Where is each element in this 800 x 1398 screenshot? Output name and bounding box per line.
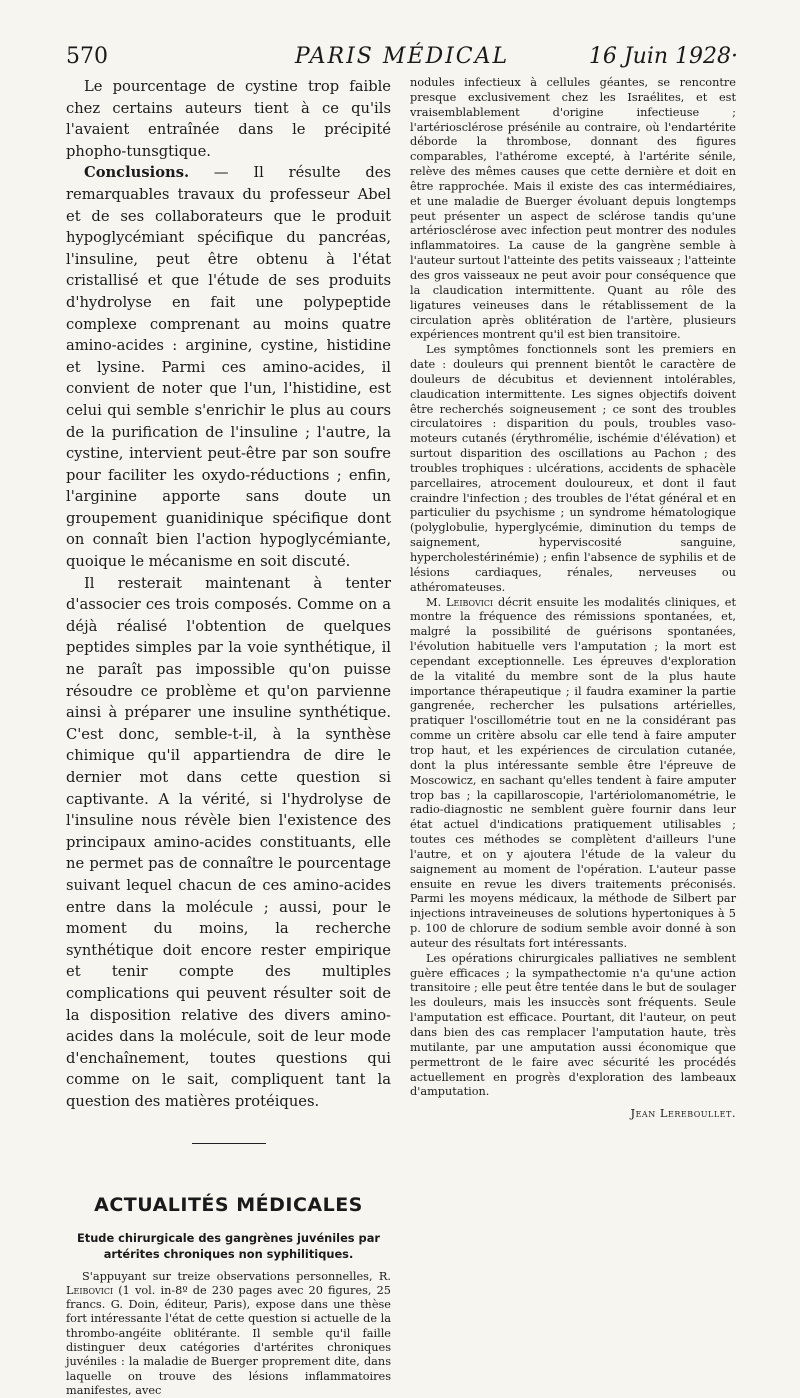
paragraph-buerger: nodules infectieux à cellules géantes, se rencontre presque exclusivement chez les Israélites, et est vraisemblablement d'origine infectieuse ; l'artériosclérose présénile au contraire, où l'endartérite déborde la thrombose, donnant des figures comparables, l'athérome excepté, à l'artérite sénile, relève des mêmes causes que cette dernière et doit en être rapprochée. Mais il existe des cas intermédiaires, et une maladie de Buerger évoluant depuis longtemps peut présenter un aspect de sclérose tandis qu'une artériosclérose avec infection peut montrer des nodules inflammatoires. La cause de la gangrène semble à l'auteur surtout l'atteinte des petits vaisseaux ; l'atteinte des gros vaisseaux ne peut avoir pour conséquence que la claudication intermittente. Quant au rôle des ligatures veineuses dans le rétablissement de la circulation après oblitération de l'artère, plusieurs expériences montrent qu'il est bien transitoire. — [410, 76, 736, 343]
conclusions-text: — Il résulte des remarquables travaux du professeur Abel et de ses collaborateurs que le produit hypoglycémiant spécifique du pancréas, l'insuline, peut être obtenu à l'état cristallisé et que l'étude de ses produits d'hydrolyse en fait une polypeptide complexe comprenant au moins quatre amino-acides : arginine, cystine, histidine et lysine. Parmi ces amino-acides, il convient de noter que l'un, l'histidine, est celui qui semble s'enrichir le plus au cours de la purification de l'insuline ; l'autre, la cystine, intervient peut-être par son soufre pour faciliter les oxydo-réductions ; enfin, l'arginine apporte sans doute un groupement guanidinique spécifique dont on connaît bien l'action hypoglycémiante, quoique le mécanisme en soit discuté. — [66, 164, 391, 570]
paragraph-modalities — [410, 596, 736, 952]
author-name-2: Leibovici — [446, 596, 493, 609]
paragraph-operations: Les opérations chirurgicales palliatives ne semblent guère efficaces ; la sympathectomie n'a qu'une action transitoire ; elle peut être tentée dans le but de soulager les douleurs, mais les insuccès sont fréquents. Seule l'amputation est efficace. Pourtant, dit l'auteur, on peut dans bien des cas remplacer l'amputation haute, très mutilante, par une amputation aussi économique que permettront de le faire avec sécurité les procédés actuellement en progrès d'exploration des lambeaux d'amputation. — [410, 952, 736, 1100]
right-column — [410, 76, 736, 1120]
running-header — [66, 44, 738, 74]
page-number: 570 — [66, 44, 108, 69]
paragraph-symptoms: Les symptômes fonctionnels sont les premiers en date : douleurs qui prennent bientôt le caractère de douleurs de décubitus et deviennent intolérables, claudication intermittente. Les signes objectifs doivent être recherchés soigneusement ; ce sont des troubles circulatoires : disparition du pouls, troubles vaso-moteurs cutanés (érythromélie, ischémie d'élévation) et surtout disparition des oscillations au Pachon ; des troubles trophiques : ulcérations, accidents de sphacèle parcellaires, atrocement douloureux, et dont il faut craindre l'infection ; des troubles de l'état général et en particulier du psychisme ; un syndrome hématologique (polyglobulie, hyperglycémie, diminution du temps de saignement, hyperviscosité sanguine, hypercholestérinémie) ; enfin l'absence de syphilis et de lésions cardiaques, rénales, nerveuses ou athéromateuses. — [410, 343, 736, 595]
journal-title: PARIS MÉDICAL — [66, 44, 738, 69]
intro-text-b: (1 vol. in-8º de 230 pages avec 20 figures, 25 francs. G. Doin, éditeur, Paris), expose dans une thèse fort intéressante l'état de cette question si actuelle de la thrombo-angéite oblitérante. Il semble qu'il faille distinguer deux catégories d'artérites chroniques juvéniles : la maladie de Buerger proprement dite, dans laquelle on trouve des lésions inflammatoires manifestes, avec — [66, 1284, 391, 1397]
modalities-text-a: M. — [426, 596, 446, 609]
article-subtitle: Etude chirurgicale des gangrènes juvéniles par artérites chroniques non syphilitiques. — [66, 1230, 391, 1262]
author-signature: Jean Lereboullet. — [410, 1106, 736, 1120]
intro-text-a: S'appuyant sur treize observations personnelles, R. — [82, 1270, 391, 1283]
left-column — [66, 76, 391, 1398]
paragraph-synthesis: Il resterait maintenant à tenter d'associer ces trois composés. Comme on a déjà réalisé l'obtention de quelques peptides simples par la voie synthétique, il ne paraît pas impossible qu'on puisse résoudre ce problème et qu'on parvienne ainsi à préparer une insuline synthétique. C'est donc, semble-t-il, à la synthèse chimique qu'il appartiendra de dire le dernier mot dans cette question si captivante. A la vérité, si l'hydrolyse de l'insuline nous révèle bien l'existence des principaux amino-acides constituants, elle ne permet pas de connaître le pourcentage suivant lequel chacun de ces amino-acides entre dans la molécule ; aussi, pour le moment du moins, la recherche synthétique doit encore rester empirique et tenir compte des multiples complications qui peuvent résulter soit de la disposition relative des divers amino-acides dans la molécule, soit de leur mode d'enchaînement, toutes questions qui comme on le sait, compliquent tant la question des matières protéiques. — [66, 573, 391, 1113]
conclusions-label: Conclusions. — [84, 164, 189, 181]
modalities-text-b: décrit ensuite les modalités cliniques, et montre la fréquence des rémissions spontanées, et, malgré la possibilité de guérisons spontanées, l'évolution habituelle vers l'amputation ; la mort est cependant exceptionnelle. Les épreuves d'exploration de la vitalité du membre sont de la plus haute importance thérapeutique ; il faudra examiner la partie gangrenée, rechercher les pulsations artérielles, pratiquer l'oscillométrie tout en ne la considérant pas comme un critère absolu car elle tend à faire amputer trop haut, et les expériences de circulation cutanée, dont la plus intéressante semble être l'épreuve de Moscowicz, en sachant qu'elles tendent à faire amputer trop bas ; la capillaroscopie, l'artériolomanométrie, le radio-diagnostic ne semblent guère fournir dans leur état actuel d'indications pratiquement utilisables ; toutes ces méthodes se complètent d'ailleurs l'une l'autre, et on y ajoutera l'étude de la valeur du saignement au moment de l'opération. L'auteur passe ensuite en revue les divers traitements préconisés. Parmi les moyens médicaux, la méthode de Silbert par injections intraveineuses de solutions hypertoniques à 5 p. 100 de chlorure de sodium semble avoir donné à son auteur des résultats fort intéressants. — [410, 596, 736, 950]
paragraph-leibovici-intro — [66, 1270, 391, 1398]
author-name: Leibovici — [66, 1284, 113, 1297]
section-title: ACTUALITÉS MÉDICALES — [66, 1194, 391, 1216]
paragraph-cystine: Le pourcentage de cystine trop faible chez certains auteurs tient à ce qu'ils l'avaient entraînée dans le précipité phopho-tunsgtique. — [66, 76, 391, 162]
issue-date: 16 Juin 1928· — [589, 44, 738, 69]
section-divider — [192, 1143, 266, 1144]
paragraph-conclusions — [66, 162, 391, 572]
